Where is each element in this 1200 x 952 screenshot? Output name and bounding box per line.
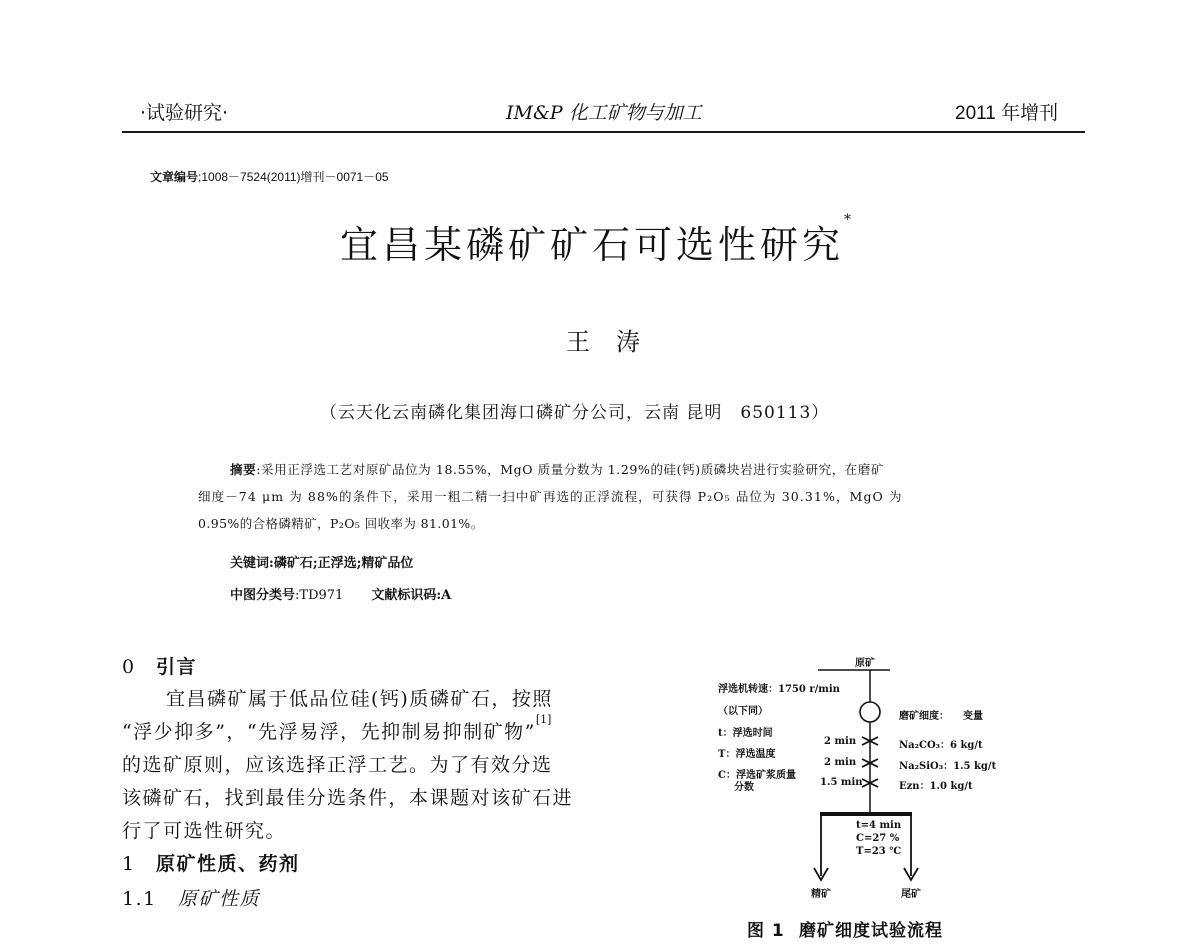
keywords xyxy=(230,550,413,577)
time-2: 2 min xyxy=(824,757,857,768)
reagent-1: Na₂CO₃：6 kg/t xyxy=(899,740,983,751)
section-title: 原矿性质、药剂 xyxy=(156,853,300,875)
paper-title-text: 宜昌某磷矿矿石可选性研究 xyxy=(340,223,845,267)
intro-line-1: 宜昌磷矿属于低品位硅(钙)质磷矿石，按照 xyxy=(166,688,553,710)
figure-caption-text: 磨矿细度试验流程 xyxy=(799,921,943,941)
affiliation: （云天化云南磷化集团海口磷矿分公司，云南 昆明 650113） xyxy=(320,403,830,423)
classification xyxy=(230,582,451,609)
abstract-line-1 xyxy=(230,456,884,483)
cell-temperature: T=23 ℃ xyxy=(856,846,902,857)
time-1: 2 min xyxy=(824,736,857,747)
abstract-label: 摘要 xyxy=(230,462,257,477)
concentrate-label: 精矿 xyxy=(811,889,831,900)
reagent-3: Ezn：1.0 kg/t xyxy=(899,781,973,792)
time-3: 1.5 min xyxy=(820,777,863,788)
temperature-legend: T：浮选温度 xyxy=(718,749,776,760)
doc-code-value: :A xyxy=(436,588,452,603)
subsection-number: 1.1 xyxy=(122,888,157,910)
author: 王涛 xyxy=(566,328,666,356)
clc-value: :TD971 xyxy=(295,588,344,603)
issue-label: 2011 年增刊 xyxy=(955,103,1059,124)
reagent-2: Na₂SiO₃：1.5 kg/t xyxy=(899,761,997,772)
section-1-heading xyxy=(122,849,300,876)
keywords-label: 关键词 xyxy=(230,556,270,571)
intro-line-3: 的选矿原则，应该选择正浮工艺。为了有效分选 xyxy=(122,754,553,776)
section-label: ·试验研究· xyxy=(140,102,229,124)
rotor-speed-label: 浮选机转速：1750 r/min xyxy=(718,684,840,695)
clc-label: 中图分类号 xyxy=(230,588,296,603)
article-number-value: ;1008－7524(2011)增刊－0071－05 xyxy=(198,170,389,184)
journal-name: IM&P 化工矿物与加工 xyxy=(506,102,702,124)
figure-caption xyxy=(747,916,943,941)
tailings-label: 尾矿 xyxy=(901,889,921,900)
section-1-1-heading xyxy=(122,884,260,911)
title-footnote-mark: * xyxy=(844,212,856,228)
section-number: 1 xyxy=(122,853,136,875)
header-rule xyxy=(122,131,1085,133)
grinding-value: 变量 xyxy=(963,711,983,722)
feed-label: 原矿 xyxy=(855,658,875,669)
section-0-heading xyxy=(122,652,197,679)
grinding-label-text: 磨矿细度： xyxy=(899,711,949,722)
intro-line-2 xyxy=(122,713,552,744)
keywords-value: :磷矿石;正浮选;精矿品位 xyxy=(269,556,414,571)
flowchart-figure xyxy=(700,640,1030,900)
section-title: 引言 xyxy=(156,656,198,678)
figure-number: 图 1 xyxy=(747,921,785,941)
time-legend: t：浮选时间 xyxy=(718,728,773,739)
abstract-text-1: :采用正浮选工艺对原矿品位为 18.55%，MgO 质量分数为 1.29%的硅(钙)质磷块岩进行实验研究，在磨矿 xyxy=(256,462,885,477)
intro-line-5: 行了可选性研究。 xyxy=(122,820,287,842)
intro-line-2-text: “浮少抑多”，“先浮易浮，先抑制易抑制矿物” xyxy=(122,721,536,743)
doc-code-label: 文献标识码 xyxy=(371,588,437,603)
pulp-density-legend: C：浮选矿浆质量 xyxy=(718,770,796,781)
cell-time: t=4 min xyxy=(856,820,902,831)
subsection-title: 原矿性质 xyxy=(178,888,261,910)
paper-title xyxy=(340,214,855,269)
cell-density: C=27 % xyxy=(856,833,900,844)
article-number-label: 文章编号 xyxy=(150,170,199,184)
pulp-density-legend-cont: 分数 xyxy=(734,782,754,793)
section-number: 0 xyxy=(122,656,136,678)
citation-ref: [1] xyxy=(535,713,552,726)
article-number xyxy=(150,168,389,185)
abstract-line-2: 细度－74 μm 为 88%的条件下，采用一粗二精一扫中矿再选的正浮流程，可获得 P₂O₅ 品位为 30.31%，MgO 为 xyxy=(198,489,903,504)
same-below-label: （以下同） xyxy=(718,706,768,717)
abstract-line-3: 0.95%的合格磷精矿，P₂O₅ 回收率为 81.01%。 xyxy=(198,516,484,531)
intro-line-4: 该磷矿石，找到最佳分选条件，本课题对该矿石进 xyxy=(122,787,574,809)
grinding-fineness-label xyxy=(899,707,983,722)
